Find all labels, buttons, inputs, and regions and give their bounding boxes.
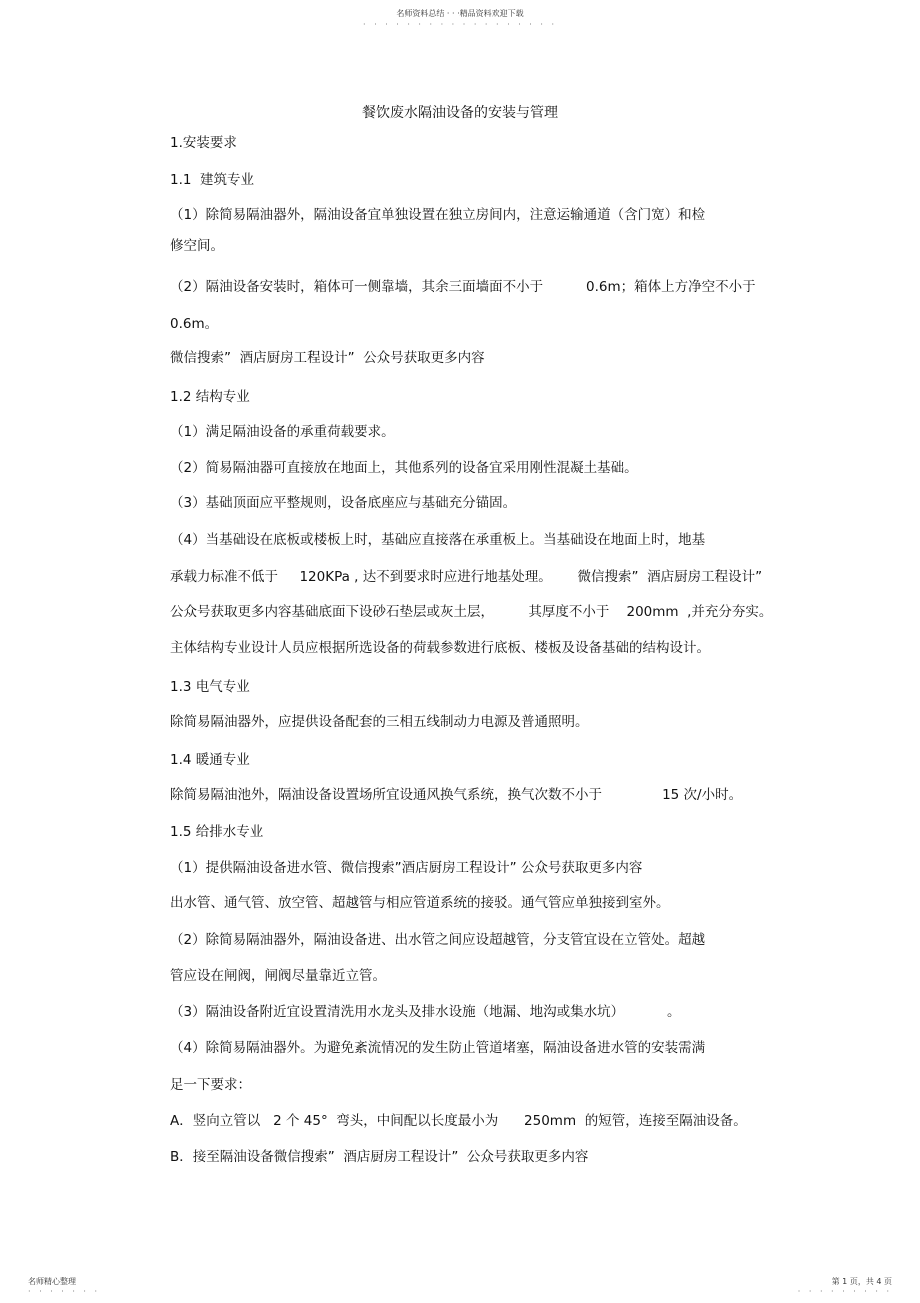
footer-right xyxy=(798,1276,892,1296)
text-line: 主体结构专业设计人员应根据所选设备的荷载参数进行底板、楼板及设备基础的结构设计。 xyxy=(170,640,710,656)
text-line: 1.3 电气专业 xyxy=(170,679,250,695)
header-dots: · · · · · · · · · · · · · · · · · · xyxy=(362,20,557,29)
page-number: 第 1 页，共 4 页 xyxy=(831,1277,892,1286)
text-line: （1）除简易隔油器外，隔油设备宜单独设置在独立房间内，注意运输通道（含门宽）和检 xyxy=(170,207,706,223)
text-line: 0.6m。 xyxy=(170,316,219,332)
text-line: A．竖向立管以 2 个 45° 弯头，中间配以长度最小为 250mm 的短管，连接至隔油设备。 xyxy=(170,1113,747,1129)
page-header xyxy=(0,8,920,29)
text-line: （2）隔油设备安装时，箱体可一侧靠墙，其余三面墙面不小于 0.6m；箱体上方净空不小于 xyxy=(170,279,756,295)
header-text: 名师资料总结 · · ·精品资料欢迎下载 xyxy=(396,9,524,18)
footer-left xyxy=(28,1276,100,1296)
text-line: 1.2 结构专业 xyxy=(170,389,250,405)
text-line: 承载力标准不低于 120KPa , 达不到要求时应进行地基处理。 微信搜索” 酒店厨房工程设计” xyxy=(170,569,763,585)
text-line: （2）除简易隔油器外，隔油设备进、出水管之间应设超越管，分支管宜设在立管处。超越 xyxy=(170,932,706,948)
text-line: 公众号获取更多内容基础底面下设砂石垫层或灰土层， 其厚度不小于 200mm ,并充分夯实。 xyxy=(170,604,773,620)
text-line: 修空间。 xyxy=(170,238,224,254)
text-line: 管应设在闸阀，闸阀尽量靠近立管。 xyxy=(170,968,386,984)
text-line: （4）当基础设在底板或楼板上时，基础应直接落在承重板上。当基础设在地面上时，地基 xyxy=(170,532,706,548)
text-line: （1）提供隔油设备进水管、微信搜索”酒店厨房工程设计” 公众号获取更多内容 xyxy=(170,860,643,876)
text-line: 除简易隔油器外，应提供设备配套的三相五线制动力电源及普通照明。 xyxy=(170,714,589,730)
text-line: （2）简易隔油器可直接放在地面上，其他系列的设备宜采用刚性混凝土基础。 xyxy=(170,460,638,476)
footer-right-dots: · · · · · · · · · xyxy=(797,1287,892,1296)
text-line: 1.5 给排水专业 xyxy=(170,824,264,840)
text-line: 1.1 建筑专业 xyxy=(170,172,255,188)
text-line: （3）基础顶面应平整规则，设备底座应与基础充分锚固。 xyxy=(170,495,517,511)
text-line: B．接至隔油设备微信搜索” 酒店厨房工程设计” 公众号获取更多内容 xyxy=(170,1149,589,1165)
text-line: （3）隔油设备附近宜设置清洗用水龙头及排水设施（地漏、地沟或集水坑） 。 xyxy=(170,1004,681,1020)
footer-left-text: 名师精心整理 xyxy=(28,1277,76,1286)
text-line: 1.安装要求 xyxy=(170,135,237,151)
text-line: 出水管、通气管、放空管、超越管与相应管道系统的接驳。通气管应单独接到室外。 xyxy=(170,895,670,911)
text-line: （1）满足隔油设备的承重荷载要求。 xyxy=(170,424,395,440)
footer-left-dots: · · · · · · · xyxy=(28,1287,101,1296)
text-line: 1.4 暖通专业 xyxy=(170,752,250,768)
text-line: 微信搜索” 酒店厨房工程设计” 公众号获取更多内容 xyxy=(170,350,485,366)
document-title: 餐饮废水隔油设备的安装与管理 xyxy=(362,105,558,121)
text-line: （4）除简易隔油器外。为避免紊流情况的发生防止管道堵塞，隔油设备进水管的安装需满 xyxy=(170,1040,706,1056)
text-line: 足一下要求： xyxy=(170,1077,251,1093)
text-line: 除简易隔油池外，隔油设备设置场所宜设通风换气系统，换气次数不小于 15 次/小时。 xyxy=(170,787,743,803)
